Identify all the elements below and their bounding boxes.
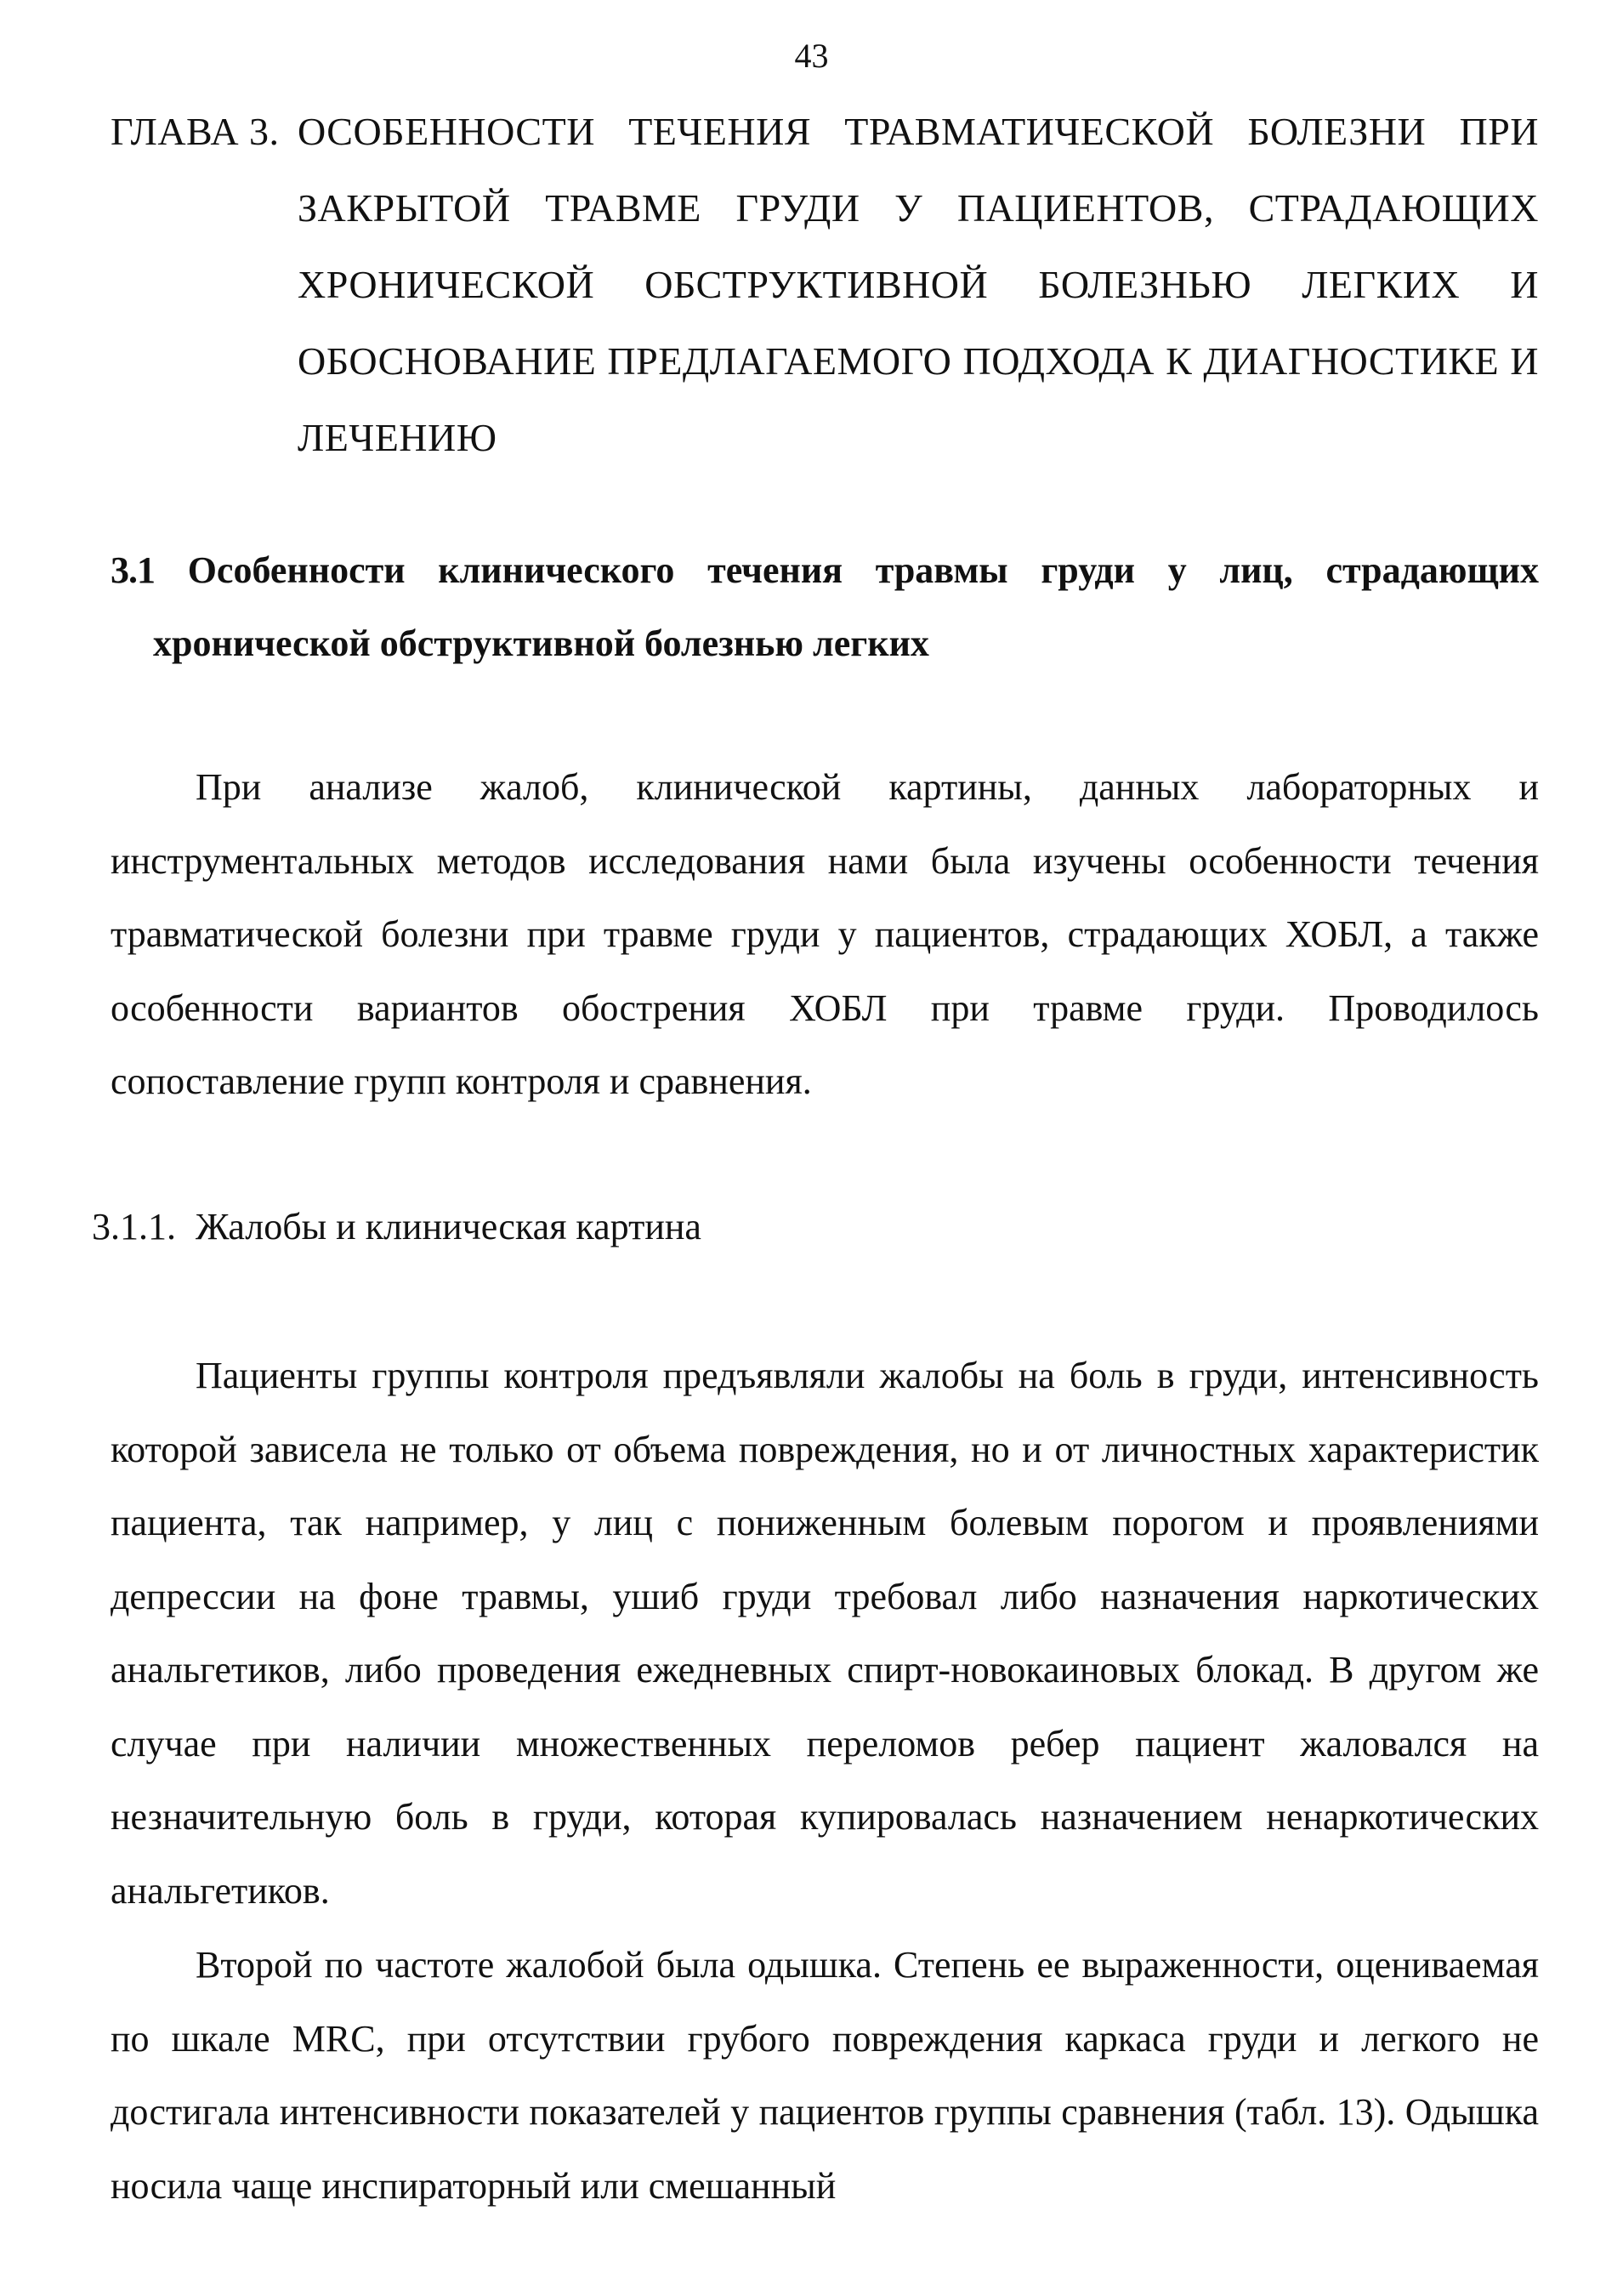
page-number: 43 — [794, 37, 829, 75]
paragraph-dyspnea: Второй по частоте жалобой была одышка. Степень ее выраженности, оцениваемая по шкале MRC, при отсутствии грубого повреждения каркаса груди и легкого не достигала интенсивности показателей у пациентов группы сравнения (табл. 13). Одышка носила чаще инспираторный или смешанный — [111, 1944, 1539, 2207]
subsection-heading — [92, 1191, 701, 1264]
section-number: 3.1 — [111, 549, 155, 591]
paragraph-intro: При анализе жалоб, клинической картины, данных лабораторных и инструментальных методов исследования нами была изучены особенности течения травматической болезни при травме груди у пациентов, страдающих ХОБЛ, а также особенности вариантов обострения ХОБЛ при травме груди. Проводилось сопоставление групп контроля и сравнения. — [111, 766, 1539, 1102]
chapter-label: ГЛАВА 3. — [111, 110, 280, 153]
section-heading — [111, 534, 1539, 680]
chapter-title: ОСОБЕННОСТИ ТЕЧЕНИЯ ТРАВМАТИЧЕСКОЙ БОЛЕЗНИ ПРИ ЗАКРЫТОЙ ТРАВМЕ ГРУДИ У ПАЦИЕНТОВ, СТРАДАЮЩИХ ХРОНИЧЕСКОЙ ОБСТРУКТИВНОЙ БОЛЕЗНЬЮ ЛЕГКИХ И ОБОСНОВАНИЕ ПРЕДЛАГАЕМОГО ПОДХОДА К ДИАГНОСТИКЕ И ЛЕЧЕНИЮ — [298, 110, 1539, 459]
paragraph-complaints: Пациенты группы контроля предъявляли жалобы на боль в груди, интенсивность которой зависела не только от объема повреждения, но и от личностных характеристик пациента, так например, у лиц с пониженным болевым порогом и проявлениями депрессии на фоне травмы, ушиб груди требовал либо назначения наркотических анальгетиков, либо проведения ежедневных спирт-новокаиновых блокад. В другом же случае при наличии множественных переломов ребер пациент жаловался на незначительную боль в груди, которая купировалась назначением ненаркотических анальгетиков. — [111, 1355, 1539, 1912]
section-title: Особенности клинического течения травмы груди у лиц, страдающих хронической обструктивной болезнью легких — [153, 549, 1539, 664]
subsection-number: 3.1.1. — [92, 1206, 176, 1247]
subsection-title: Жалобы и клиническая картина — [196, 1206, 701, 1247]
